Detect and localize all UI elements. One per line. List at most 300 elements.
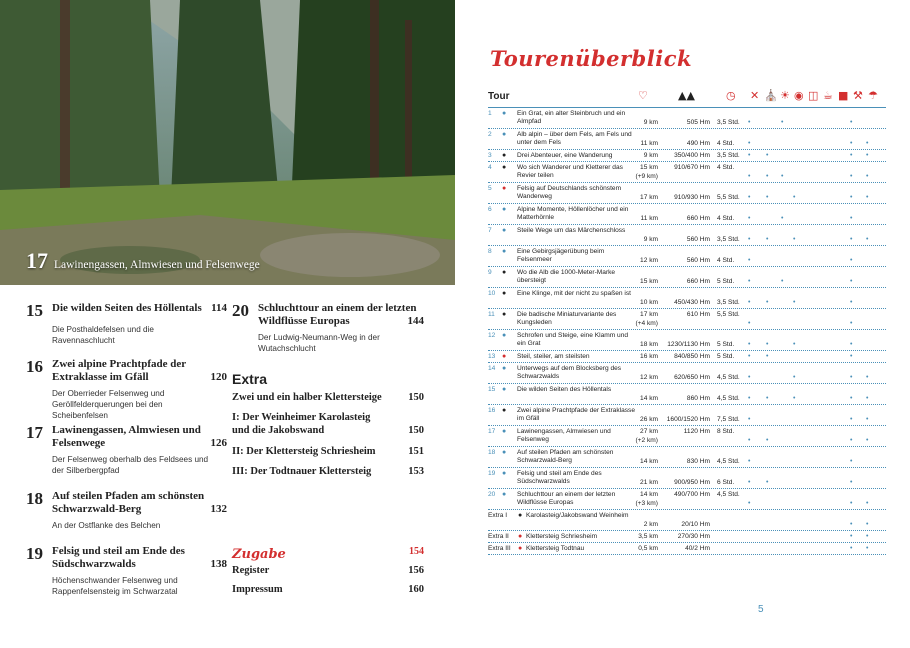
feature-marker: • <box>866 194 869 201</box>
tour-number: 19 <box>488 470 496 477</box>
tour-number: 20 <box>488 491 496 498</box>
feature-marker: • <box>850 479 853 486</box>
tour-duration: 5,5 Std. <box>717 311 740 318</box>
toc-title: Schluchttour an einem der letzten Wildflüsse Europas <box>258 302 417 327</box>
feature-marker: • <box>793 374 796 381</box>
feature-marker: • <box>850 215 853 222</box>
table-row[interactable] <box>488 447 886 468</box>
table-row[interactable] <box>488 489 886 510</box>
tour-distance: 17 km <box>640 311 658 318</box>
feature-marker: • <box>866 395 869 402</box>
difficulty-dot: ● <box>502 152 507 159</box>
feature-marker: • <box>850 152 853 159</box>
feature-marker: • <box>793 395 796 402</box>
feature-marker: • <box>793 194 796 201</box>
tour-number: 7 <box>488 227 492 234</box>
feature-marker: • <box>866 416 869 423</box>
tour-elevation: 490 Hm <box>686 140 710 147</box>
tour-duration: 5,5 Std. <box>717 194 740 201</box>
tour-title: Eine Gebirgsjägerübung beim Felsenmeer <box>517 248 605 263</box>
feature-marker: • <box>850 236 853 243</box>
toc-page: 126 <box>210 437 227 449</box>
feature-marker: • <box>748 299 751 306</box>
feature-marker: • <box>866 236 869 243</box>
tour-distance: 14 km <box>640 395 658 402</box>
difficulty-dot: ● <box>502 407 507 414</box>
feature-marker: • <box>850 299 853 306</box>
feature-marker: • <box>748 416 751 423</box>
clock-icon: ◷ <box>726 89 736 102</box>
tools-icon: ✕ <box>750 89 760 102</box>
viewpoint-icon: ◉ <box>794 89 804 102</box>
table-row[interactable] <box>488 531 886 543</box>
parking-icon: ⚒ <box>853 89 863 102</box>
tour-title: Wo sich Wanderer und Kletterer das Revier teilen <box>517 164 623 179</box>
tour-elevation: 1120 Hm <box>683 428 710 435</box>
toc-page: 120 <box>210 371 227 383</box>
tour-elevation: 20/10 Hm <box>681 521 710 528</box>
tour-elevation: 840/850 Hm <box>674 353 710 360</box>
tour-distance: 12 km <box>640 257 658 264</box>
tour-elevation: 350/400 Hm <box>674 152 710 159</box>
feature-marker: • <box>850 416 853 423</box>
photo-tour-title: Lawinengassen, Almwiesen und Felsenwege <box>54 259 260 271</box>
tour-elevation: 900/950 Hm <box>674 479 710 486</box>
table-row[interactable] <box>488 162 886 183</box>
tour-distance: 26 km <box>640 416 658 423</box>
zugabe-heading: Zugabe <box>232 547 286 562</box>
tour-distance: 12 km <box>640 374 658 381</box>
difficulty-dot: ● <box>518 512 523 519</box>
feature-marker: • <box>748 173 751 180</box>
tour-title: Schluchttour an einem der letzten Wildflüsse Europas <box>517 491 616 506</box>
toc-title: Auf steilen Pfaden am schönsten Schwarzwald-Berg <box>52 490 205 515</box>
tour-number: 13 <box>488 353 496 360</box>
difficulty-dot: ● <box>502 185 507 192</box>
zugabe-item-page: 160 <box>408 584 424 595</box>
feature-marker: • <box>766 236 769 243</box>
tour-number: 10 <box>488 290 496 297</box>
feature-marker: • <box>748 278 751 285</box>
tour-duration: 4,5 Std. <box>717 458 740 465</box>
difficulty-dot: ● <box>502 131 507 138</box>
feature-marker: • <box>766 479 769 486</box>
tour-title: Felsig und steil am Ende des Südschwarzwalds <box>517 470 602 485</box>
extra-item-title: I: Der Weinheimer Karolasteig und die Jakobswand <box>232 412 371 436</box>
extra-heading: Extra <box>232 371 268 387</box>
photo-tour-number: 17 <box>26 248 48 273</box>
feature-marker: • <box>850 545 853 552</box>
tour-number: 16 <box>488 407 496 414</box>
photo-caption <box>26 248 260 274</box>
toc-entry-20[interactable] <box>232 302 424 354</box>
difficulty-dot: ● <box>518 533 523 540</box>
tour-elevation: 560 Hm <box>686 236 710 243</box>
tour-distance: 0,5 km <box>638 545 658 552</box>
tour-duration: 4 Std. <box>717 164 735 171</box>
tour-distance: 16 km <box>640 353 658 360</box>
feature-marker: • <box>850 353 853 360</box>
tour-title: Auf steilen Pfaden am schönsten Schwarzwald-Berg <box>517 449 614 464</box>
table-row[interactable] <box>488 363 886 384</box>
tour-distance: 14 km <box>640 491 658 498</box>
feature-marker: • <box>850 341 853 348</box>
feature-marker: • <box>748 119 751 126</box>
tour-elevation: 910/670 Hm <box>674 164 710 171</box>
toc-title: Felsig und steil am Ende des Südschwarzwalds <box>52 545 185 570</box>
extra-item-page: 153 <box>408 466 424 477</box>
tour-title: Schrofen und Steige, eine Klamm und ein Grat <box>517 332 629 347</box>
tour-duration: 4 Std. <box>717 140 735 147</box>
feature-marker: • <box>748 437 751 444</box>
table-row[interactable] <box>488 351 886 363</box>
feature-marker: • <box>781 173 784 180</box>
feature-marker: • <box>748 236 751 243</box>
toc-description: Der Felsenweg oberhalb des Feldsees und der Silberbergpfad <box>52 455 209 475</box>
tour-duration: 4 Std. <box>717 215 735 222</box>
toc-entry-17[interactable] <box>26 424 227 476</box>
tour-title: Klettersteig Schriesheim <box>526 533 598 540</box>
tour-title: Alpine Momente, Höllenlöcher und ein Matterhörnle <box>517 206 629 221</box>
feature-marker: • <box>866 152 869 159</box>
feature-marker: • <box>766 341 769 348</box>
tour-elevation: 610 Hm <box>686 311 710 318</box>
hikers-icon: ♡ <box>638 89 648 102</box>
tour-elevation: 40/2 Hm <box>685 545 710 552</box>
toc-description: Die Posthaldefelsen und die Ravennaschlucht <box>52 325 154 345</box>
extra-item[interactable] <box>232 391 424 404</box>
toc-description: An der Ostflanke des Belchen <box>52 521 161 530</box>
tour-extra-distance: (+4 km) <box>635 320 658 327</box>
tour-number: 6 <box>488 206 492 213</box>
zugabe-item-page: 156 <box>408 565 424 576</box>
feature-marker: • <box>766 194 769 201</box>
toc-page: 144 <box>407 315 424 327</box>
tour-distance: 15 km <box>640 164 658 171</box>
feature-marker: • <box>748 152 751 159</box>
tour-title: Lawinengassen, Almwiesen und Felsenweg <box>517 428 611 443</box>
feature-marker: • <box>866 374 869 381</box>
feature-marker: • <box>766 353 769 360</box>
difficulty-dot: ● <box>502 365 507 372</box>
difficulty-dot: ● <box>502 428 507 435</box>
tour-distance: 21 km <box>640 479 658 486</box>
difficulty-dot: ● <box>502 353 507 360</box>
difficulty-dot: ● <box>502 206 507 213</box>
overview-title: Tourenüberblick <box>490 46 693 71</box>
table-header <box>488 86 886 108</box>
difficulty-dot: ● <box>502 290 507 297</box>
table-row[interactable] <box>488 405 886 426</box>
tour-title: Steil, steiler, am steilsten <box>517 353 590 360</box>
tour-number: 11 <box>488 311 495 318</box>
tour-title: Klettersteig Todtnau <box>526 545 585 552</box>
tour-number: 18 <box>488 449 496 456</box>
tour-duration: 5 Std. <box>717 341 735 348</box>
difficulty-dot: ● <box>502 311 507 318</box>
tour-distance: 9 km <box>643 119 658 126</box>
table-row[interactable] <box>488 150 886 162</box>
tour-duration: 3,5 Std. <box>717 119 740 126</box>
tour-elevation: 1230/1130 Hm <box>667 341 710 348</box>
gondola-icon: ◫ <box>808 89 819 102</box>
zugabe-section <box>232 545 424 563</box>
feature-marker: • <box>850 395 853 402</box>
tour-distance: 27 km <box>640 428 658 435</box>
toc-number: 17 <box>26 423 43 442</box>
feature-marker: • <box>748 341 751 348</box>
feature-marker: • <box>766 437 769 444</box>
tour-duration: 8 Std. <box>717 428 735 435</box>
tour-title: Ein Grat, ein alter Steinbruch und ein Almpfad <box>517 110 626 125</box>
tour-elevation: 830 Hm <box>686 458 710 465</box>
feature-marker: • <box>766 299 769 306</box>
tour-title: Felsig auf Deutschlands schönstem Wanderweg <box>517 185 622 200</box>
feature-marker: • <box>793 341 796 348</box>
extra-item-title: Zwei und ein halber Klettersteige <box>232 392 382 403</box>
tour-elevation: 660 Hm <box>686 215 710 222</box>
toc-entry-15[interactable] <box>26 302 227 346</box>
feature-marker: • <box>850 320 853 327</box>
feature-marker: • <box>793 236 796 243</box>
bus-icon: ■ <box>838 89 849 102</box>
tour-distance: 11 km <box>640 140 658 147</box>
toc-description: Der Ludwig-Neumann-Weg in der Wutachschlucht <box>258 333 380 353</box>
tour-distance: 9 km <box>643 236 658 243</box>
feature-marker: • <box>766 173 769 180</box>
toc-page: 114 <box>211 302 227 314</box>
toc-page: 132 <box>210 503 227 515</box>
tour-title: Die wilden Seiten des Höllentals <box>517 386 612 393</box>
zugabe-page: 154 <box>409 546 424 557</box>
restaurant-icon: ☕ <box>823 89 833 102</box>
feature-marker: • <box>850 257 853 264</box>
toc-number: 18 <box>26 489 43 508</box>
toc-page: 138 <box>210 558 227 570</box>
toc-entry-16[interactable] <box>26 358 227 421</box>
tour-distance: 15 km <box>640 278 658 285</box>
table-row[interactable] <box>488 204 886 225</box>
table-row[interactable] <box>488 510 886 531</box>
extra-item-title: II: Der Klettersteig Schriesheim <box>232 446 376 457</box>
feature-marker: • <box>850 437 853 444</box>
tour-number: 5 <box>488 185 492 192</box>
tour-elevation: 560 Hm <box>686 257 710 264</box>
tour-number: Extra III <box>488 545 511 552</box>
tour-distance: 10 km <box>640 299 658 306</box>
difficulty-dot: ● <box>502 332 507 339</box>
table-row[interactable] <box>488 543 886 555</box>
tour-elevation: 620/650 Hm <box>674 374 710 381</box>
feature-marker: • <box>781 215 784 222</box>
feature-marker: • <box>748 395 751 402</box>
tour-number: 4 <box>488 164 492 171</box>
feature-marker: • <box>748 215 751 222</box>
sun-icon: ☀ <box>780 89 790 102</box>
zugabe-item[interactable] <box>232 584 424 595</box>
feature-marker: • <box>866 437 869 444</box>
feature-marker: • <box>866 545 869 552</box>
difficulty-dot: ● <box>502 227 507 234</box>
table-row[interactable] <box>488 225 886 246</box>
tour-number: 3 <box>488 152 492 159</box>
tour-elevation: 450/430 Hm <box>674 299 710 306</box>
toc-number: 20 <box>232 301 249 320</box>
feature-marker: • <box>850 521 853 528</box>
tour-number: Extra II <box>488 533 509 540</box>
toc-entry-18[interactable] <box>26 490 227 531</box>
zugabe-item-title: Register <box>232 565 270 576</box>
tour-duration: 6 Std. <box>717 479 735 486</box>
table-row[interactable] <box>488 384 886 405</box>
feature-marker: • <box>748 500 751 507</box>
tour-distance: 3,5 km <box>638 533 658 540</box>
tour-distance: 18 km <box>640 341 658 348</box>
toc-description: Der Oberrieder Felsenweg und Geröllfelderquerungen bei den Scheibenfelsen <box>52 389 165 420</box>
tour-distance: 17 km <box>640 194 658 201</box>
feature-marker: • <box>748 140 751 147</box>
table-row[interactable] <box>488 267 886 288</box>
difficulty-dot: ● <box>502 449 507 456</box>
feature-marker: • <box>748 320 751 327</box>
difficulty-dot: ● <box>502 491 507 498</box>
extra-item-page: 150 <box>408 392 424 403</box>
feature-marker: • <box>766 395 769 402</box>
tour-overview-table <box>488 86 886 555</box>
feature-marker: • <box>748 194 751 201</box>
tour-number: 15 <box>488 386 496 393</box>
tour-number: 12 <box>488 332 496 339</box>
toc-title: Zwei alpine Prachtpfade der Extraklasse im Gfäll <box>52 358 186 383</box>
tour-duration: 3,5 Std. <box>717 152 740 159</box>
tour-extra-distance: (+9 km) <box>635 173 658 180</box>
table-row[interactable] <box>488 288 886 309</box>
bathing-icon: ☂ <box>868 89 878 102</box>
page-number: 5 <box>758 604 764 615</box>
toc-title: Lawinengassen, Almwiesen und Felsenwege <box>52 424 201 449</box>
tour-number: 8 <box>488 248 492 255</box>
feature-marker: • <box>748 458 751 465</box>
zugabe-item-title: Impressum <box>232 584 283 595</box>
tour-duration: 4,5 Std. <box>717 395 740 402</box>
tour-column-header: Tour <box>488 91 510 102</box>
tour-elevation: 270/30 Hm <box>677 533 710 540</box>
feature-marker: • <box>866 140 869 147</box>
feature-marker: • <box>850 458 853 465</box>
tour-elevation: 660 Hm <box>686 278 710 285</box>
feature-marker: • <box>748 257 751 264</box>
feature-marker: • <box>850 119 853 126</box>
feature-marker: • <box>866 173 869 180</box>
extra-item-page: 151 <box>408 446 424 457</box>
table-row[interactable] <box>488 108 886 129</box>
tour-elevation: 505 Hm <box>686 119 710 126</box>
feature-marker: • <box>850 194 853 201</box>
tour-number: 14 <box>488 365 496 372</box>
tour-elevation: 1600/1520 Hm <box>666 416 710 423</box>
feature-marker: • <box>866 533 869 540</box>
difficulty-dot: ● <box>502 386 507 393</box>
hero-photo <box>0 0 455 285</box>
tour-elevation: 860 Hm <box>686 395 710 402</box>
difficulty-dot: ● <box>502 470 507 477</box>
tour-number: 2 <box>488 131 492 138</box>
tour-duration: 3,5 Std. <box>717 299 740 306</box>
tour-duration: 4,5 Std. <box>717 374 740 381</box>
table-row[interactable] <box>488 426 886 447</box>
castle-icon: ⛪ <box>764 89 778 102</box>
tour-extra-distance: (+3 km) <box>635 500 658 507</box>
feature-marker: • <box>748 353 751 360</box>
tour-duration: 5 Std. <box>717 278 735 285</box>
zugabe-item[interactable] <box>232 565 424 576</box>
tour-title: Zwei alpine Prachtpfade der Extraklasse im Gfäll <box>517 407 636 422</box>
tour-number: Extra I <box>488 512 508 519</box>
extra-item[interactable] <box>232 465 424 478</box>
difficulty-dot: ● <box>502 248 507 255</box>
extra-item-title: III: Der Todtnauer Klettersteig <box>232 466 372 477</box>
difficulty-dot: ● <box>518 545 523 552</box>
feature-marker: • <box>850 278 853 285</box>
tour-number: 17 <box>488 428 496 435</box>
tour-number: 9 <box>488 269 492 276</box>
feature-marker: • <box>781 119 784 126</box>
tour-distance: 11 km <box>640 215 658 222</box>
table-body <box>488 108 886 555</box>
feature-marker: • <box>850 173 853 180</box>
toc-entry-19[interactable] <box>26 545 227 597</box>
toc-number: 15 <box>26 301 43 320</box>
tour-title: Steile Wege um das Märchenschloss <box>517 227 626 234</box>
toc-title: Die wilden Seiten des Höllentals <box>52 302 202 314</box>
table-row[interactable] <box>488 183 886 204</box>
feature-marker: • <box>793 299 796 306</box>
table-row[interactable] <box>488 309 886 330</box>
table-row[interactable] <box>488 468 886 489</box>
tour-duration: 5 Std. <box>717 353 735 360</box>
tour-distance: 14 km <box>640 458 658 465</box>
tour-duration: 7,5 Std. <box>717 416 740 423</box>
difficulty-dot: ● <box>502 110 507 117</box>
toc-description: Höchenschwander Felsenweg und Rappenfelsensteig im Schwarzatal <box>52 576 178 596</box>
feature-marker: • <box>850 374 853 381</box>
feature-marker: • <box>850 500 853 507</box>
difficulty-dot: ● <box>502 269 507 276</box>
table-row[interactable] <box>488 330 886 351</box>
tour-duration: 4,5 Std. <box>717 491 740 498</box>
tour-distance: 9 km <box>643 152 658 159</box>
extra-item[interactable] <box>232 411 424 437</box>
feature-marker: • <box>850 533 853 540</box>
tour-title: Drei Abenteuer, eine Wanderung <box>517 152 613 159</box>
table-row[interactable] <box>488 246 886 267</box>
difficulty-dot: ● <box>502 164 507 171</box>
tour-elevation: 910/930 Hm <box>674 194 710 201</box>
extra-item[interactable] <box>232 445 424 458</box>
tour-title: Eine Klinge, mit der nicht zu spaßen ist <box>517 290 631 297</box>
feature-marker: • <box>748 374 751 381</box>
tour-duration: 4 Std. <box>717 257 735 264</box>
tour-number: 1 <box>488 110 492 117</box>
tour-title: Unterwegs auf dem Blocksberg des Schwarzwalds <box>517 365 622 380</box>
tour-title: Alb alpin – über dem Fels, am Fels und unter dem Fels <box>517 131 632 146</box>
toc-number: 19 <box>26 544 43 563</box>
tour-title: Die badische Miniaturvariante des Kungsleden <box>517 311 617 326</box>
feature-marker: • <box>748 479 751 486</box>
tour-extra-distance: (+2 km) <box>635 437 658 444</box>
table-row[interactable] <box>488 129 886 150</box>
tour-elevation: 490/700 Hm <box>674 491 710 498</box>
